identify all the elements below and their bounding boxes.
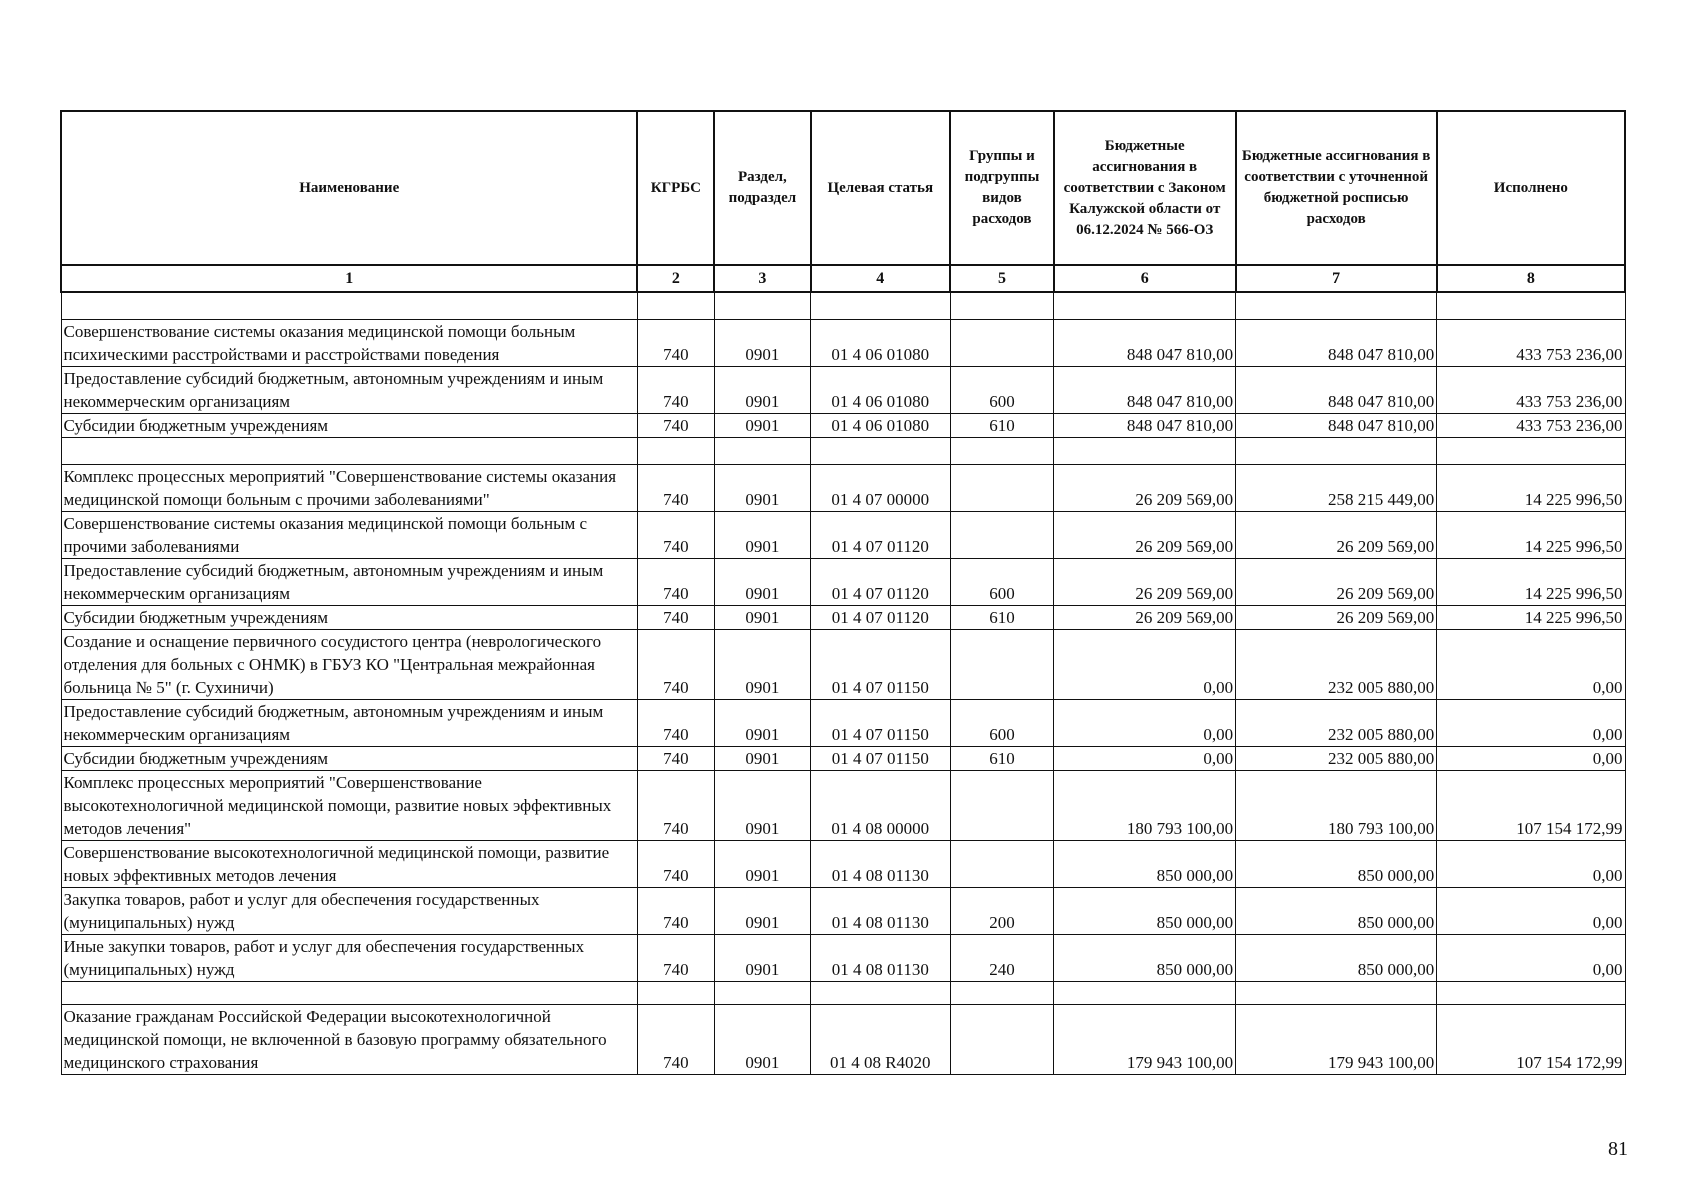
table-row [61, 606, 1625, 630]
table-cell-done: 0,00 [1437, 935, 1625, 982]
table-cell-section: 0901 [714, 888, 810, 935]
table-cell-law: 848 047 810,00 [1054, 367, 1236, 414]
table-cell-kgrbs: 740 [637, 512, 714, 559]
table-cell-refined: 850 000,00 [1236, 935, 1437, 982]
header-section: Раздел, подраздел [714, 111, 810, 265]
table-cell-done: 14 225 996,50 [1437, 559, 1625, 606]
table-cell-section: 0901 [714, 1005, 810, 1075]
table-cell-group [950, 465, 1054, 512]
spacer-cell [811, 292, 951, 320]
header-name: Наименование [61, 111, 637, 265]
table-cell-group [950, 841, 1054, 888]
table-row [61, 935, 1625, 982]
table-row [61, 320, 1625, 367]
spacer-cell [811, 438, 951, 465]
table-cell-law: 0,00 [1054, 630, 1236, 700]
table-cell-section: 0901 [714, 935, 810, 982]
table-row [61, 841, 1625, 888]
table-cell-name: Совершенствование высокотехнологичной медицинской помощи, развитие новых эффективных методов лечения [61, 841, 637, 888]
column-number: 1 [61, 265, 637, 292]
table-cell-target: 01 4 07 01120 [811, 512, 951, 559]
table-cell-name: Совершенствование системы оказания медицинской помощи больным психическими расстройствами и расстройствами поведения [61, 320, 637, 367]
table-cell-law: 848 047 810,00 [1054, 320, 1236, 367]
column-number: 5 [950, 265, 1054, 292]
table-cell-name: Оказание гражданам Российской Федерации высокотехнологичной медицинской помощи, не включенной в базовую программу обязательного медицинского страхования [61, 1005, 637, 1075]
table-cell-refined: 258 215 449,00 [1236, 465, 1437, 512]
column-number: 7 [1236, 265, 1437, 292]
table-cell-group [950, 771, 1054, 841]
table-cell-done: 433 753 236,00 [1437, 320, 1625, 367]
table-row [61, 630, 1625, 700]
table-cell-refined: 848 047 810,00 [1236, 414, 1437, 438]
budget-table [60, 110, 1626, 1075]
spacer-cell [1437, 292, 1625, 320]
spacer-cell [61, 438, 637, 465]
table-cell-name: Предоставление субсидий бюджетным, автономным учреждениям и иным некоммерческим организациям [61, 367, 637, 414]
table-cell-kgrbs: 740 [637, 559, 714, 606]
spacer-cell [1054, 438, 1236, 465]
spacer-cell [1236, 982, 1437, 1005]
table-cell-refined: 26 209 569,00 [1236, 606, 1437, 630]
table-cell-kgrbs: 740 [637, 465, 714, 512]
column-number: 6 [1054, 265, 1236, 292]
table-cell-name: Закупка товаров, работ и услуг для обеспечения государственных (муниципальных) нужд [61, 888, 637, 935]
table-cell-kgrbs: 740 [637, 1005, 714, 1075]
table-cell-group [950, 512, 1054, 559]
table-row [61, 888, 1625, 935]
table-cell-law: 850 000,00 [1054, 841, 1236, 888]
header-groups: Группы и подгруппы видов расходов [950, 111, 1054, 265]
table-row [61, 1005, 1625, 1075]
spacer-cell [811, 982, 951, 1005]
table-body [61, 292, 1625, 1075]
table-cell-refined: 232 005 880,00 [1236, 630, 1437, 700]
table-cell-section: 0901 [714, 465, 810, 512]
table-cell-section: 0901 [714, 320, 810, 367]
table-cell-group: 600 [950, 559, 1054, 606]
table-cell-section: 0901 [714, 559, 810, 606]
table-cell-group: 610 [950, 606, 1054, 630]
table-cell-refined: 850 000,00 [1236, 888, 1437, 935]
table-cell-done: 0,00 [1437, 888, 1625, 935]
table-cell-target: 01 4 07 01120 [811, 606, 951, 630]
spacer-cell [1437, 982, 1625, 1005]
table-cell-section: 0901 [714, 771, 810, 841]
table-cell-name: Иные закупки товаров, работ и услуг для обеспечения государственных (муниципальных) нужд [61, 935, 637, 982]
table-cell-law: 26 209 569,00 [1054, 512, 1236, 559]
table-cell-law: 180 793 100,00 [1054, 771, 1236, 841]
table-cell-kgrbs: 740 [637, 630, 714, 700]
table-cell-refined: 179 943 100,00 [1236, 1005, 1437, 1075]
table-cell-kgrbs: 740 [637, 935, 714, 982]
table-cell-target: 01 4 07 01120 [811, 559, 951, 606]
table-row [61, 465, 1625, 512]
table-cell-kgrbs: 740 [637, 367, 714, 414]
table-cell-group [950, 630, 1054, 700]
table-cell-kgrbs: 740 [637, 606, 714, 630]
column-number-row [61, 265, 1625, 292]
table-cell-target: 01 4 08 01130 [811, 841, 951, 888]
table-cell-law: 848 047 810,00 [1054, 414, 1236, 438]
table-cell-group: 600 [950, 367, 1054, 414]
table-cell-target: 01 4 07 00000 [811, 465, 951, 512]
table-cell-law: 0,00 [1054, 747, 1236, 771]
table-cell-target: 01 4 06 01080 [811, 320, 951, 367]
table-cell-group [950, 320, 1054, 367]
header-row [61, 111, 1625, 265]
table-cell-refined: 232 005 880,00 [1236, 700, 1437, 747]
table-cell-name: Предоставление субсидий бюджетным, автономным учреждениям и иным некоммерческим организациям [61, 700, 637, 747]
table-cell-law: 179 943 100,00 [1054, 1005, 1236, 1075]
table-cell-section: 0901 [714, 606, 810, 630]
table-cell-group: 200 [950, 888, 1054, 935]
header-kgrbs: КГРБС [637, 111, 714, 265]
spacer-cell [950, 292, 1054, 320]
table-cell-section: 0901 [714, 630, 810, 700]
table-cell-kgrbs: 740 [637, 747, 714, 771]
spacer-cell [637, 292, 714, 320]
table-cell-kgrbs: 740 [637, 320, 714, 367]
table-cell-name: Комплекс процессных мероприятий "Совершенствование системы оказания медицинской помощи больным с прочими заболеваниями" [61, 465, 637, 512]
table-cell-kgrbs: 740 [637, 700, 714, 747]
table-cell-kgrbs: 740 [637, 841, 714, 888]
spacer-cell [1236, 292, 1437, 320]
table-cell-done: 107 154 172,99 [1437, 771, 1625, 841]
table-cell-done: 433 753 236,00 [1437, 367, 1625, 414]
table-cell-kgrbs: 740 [637, 888, 714, 935]
spacer-cell [1054, 982, 1236, 1005]
table-cell-group: 240 [950, 935, 1054, 982]
table-cell-kgrbs: 740 [637, 771, 714, 841]
table-cell-kgrbs: 740 [637, 414, 714, 438]
table-cell-name: Комплекс процессных мероприятий "Совершенствование высокотехнологичной медицинской помощи, развитие новых эффективных методов лечения" [61, 771, 637, 841]
table-cell-name: Субсидии бюджетным учреждениям [61, 414, 637, 438]
table-cell-done: 0,00 [1437, 630, 1625, 700]
table-cell-law: 850 000,00 [1054, 888, 1236, 935]
table-row [61, 700, 1625, 747]
table-cell-name: Совершенствование системы оказания медицинской помощи больным с прочими заболеваниями [61, 512, 637, 559]
spacer-cell [637, 982, 714, 1005]
table-cell-refined: 850 000,00 [1236, 841, 1437, 888]
table-cell-done: 14 225 996,50 [1437, 606, 1625, 630]
table-row [61, 559, 1625, 606]
table-cell-target: 01 4 06 01080 [811, 414, 951, 438]
spacer-cell [1054, 292, 1236, 320]
table-cell-section: 0901 [714, 512, 810, 559]
spacer-row [61, 292, 1625, 320]
table-row [61, 367, 1625, 414]
table-cell-law: 26 209 569,00 [1054, 559, 1236, 606]
table-cell-target: 01 4 08 01130 [811, 935, 951, 982]
table-cell-refined: 232 005 880,00 [1236, 747, 1437, 771]
table-cell-target: 01 4 08 00000 [811, 771, 951, 841]
table-cell-target: 01 4 06 01080 [811, 367, 951, 414]
table-cell-done: 0,00 [1437, 841, 1625, 888]
table-cell-done: 0,00 [1437, 700, 1625, 747]
table-cell-group: 600 [950, 700, 1054, 747]
table-cell-law: 26 209 569,00 [1054, 465, 1236, 512]
table-cell-group: 610 [950, 414, 1054, 438]
spacer-cell [1437, 438, 1625, 465]
column-number: 4 [811, 265, 951, 292]
header-refined: Бюджетные ассигнования в соответствии с уточненной бюджетной росписью расходов [1236, 111, 1437, 265]
table-row [61, 512, 1625, 559]
table-cell-target: 01 4 07 01150 [811, 747, 951, 771]
table-cell-target: 01 4 08 R4020 [811, 1005, 951, 1075]
spacer-cell [714, 292, 810, 320]
spacer-cell [714, 982, 810, 1005]
table-cell-section: 0901 [714, 747, 810, 771]
column-number: 2 [637, 265, 714, 292]
table-row [61, 414, 1625, 438]
table-cell-target: 01 4 07 01150 [811, 630, 951, 700]
table-cell-refined: 26 209 569,00 [1236, 559, 1437, 606]
spacer-row [61, 438, 1625, 465]
table-cell-section: 0901 [714, 841, 810, 888]
spacer-cell [637, 438, 714, 465]
spacer-row [61, 982, 1625, 1005]
table-cell-refined: 180 793 100,00 [1236, 771, 1437, 841]
table-cell-done: 433 753 236,00 [1437, 414, 1625, 438]
table-cell-law: 26 209 569,00 [1054, 606, 1236, 630]
spacer-cell [950, 438, 1054, 465]
table-cell-group: 610 [950, 747, 1054, 771]
page-number: 81 [1608, 1138, 1628, 1160]
table-cell-group [950, 1005, 1054, 1075]
table-cell-section: 0901 [714, 414, 810, 438]
spacer-cell [1236, 438, 1437, 465]
spacer-cell [61, 982, 637, 1005]
header-done: Исполнено [1437, 111, 1625, 265]
table-cell-name: Субсидии бюджетным учреждениям [61, 606, 637, 630]
table-cell-target: 01 4 07 01150 [811, 700, 951, 747]
table-cell-refined: 26 209 569,00 [1236, 512, 1437, 559]
table-row [61, 747, 1625, 771]
table-cell-name: Предоставление субсидий бюджетным, автономным учреждениям и иным некоммерческим организациям [61, 559, 637, 606]
table-cell-done: 14 225 996,50 [1437, 465, 1625, 512]
spacer-cell [714, 438, 810, 465]
spacer-cell [61, 292, 637, 320]
table-cell-refined: 848 047 810,00 [1236, 367, 1437, 414]
table-cell-law: 0,00 [1054, 700, 1236, 747]
table-cell-done: 0,00 [1437, 747, 1625, 771]
column-number: 8 [1437, 265, 1625, 292]
table-cell-target: 01 4 08 01130 [811, 888, 951, 935]
spacer-cell [950, 982, 1054, 1005]
table-cell-done: 107 154 172,99 [1437, 1005, 1625, 1075]
table-cell-law: 850 000,00 [1054, 935, 1236, 982]
table-cell-done: 14 225 996,50 [1437, 512, 1625, 559]
table-cell-name: Создание и оснащение первичного сосудистого центра (неврологического отделения для больных с ОНМК) в ГБУЗ КО "Центральная межрайонная больница № 5" (г. Сухиничи) [61, 630, 637, 700]
table-cell-refined: 848 047 810,00 [1236, 320, 1437, 367]
table-cell-name: Субсидии бюджетным учреждениям [61, 747, 637, 771]
table-cell-section: 0901 [714, 367, 810, 414]
column-number: 3 [714, 265, 810, 292]
table-cell-section: 0901 [714, 700, 810, 747]
header-law: Бюджетные ассигнования в соответствии с Законом Калужской области от 06.12.2024 № 566-ОЗ [1054, 111, 1236, 265]
table-row [61, 771, 1625, 841]
header-target: Целевая статья [811, 111, 951, 265]
